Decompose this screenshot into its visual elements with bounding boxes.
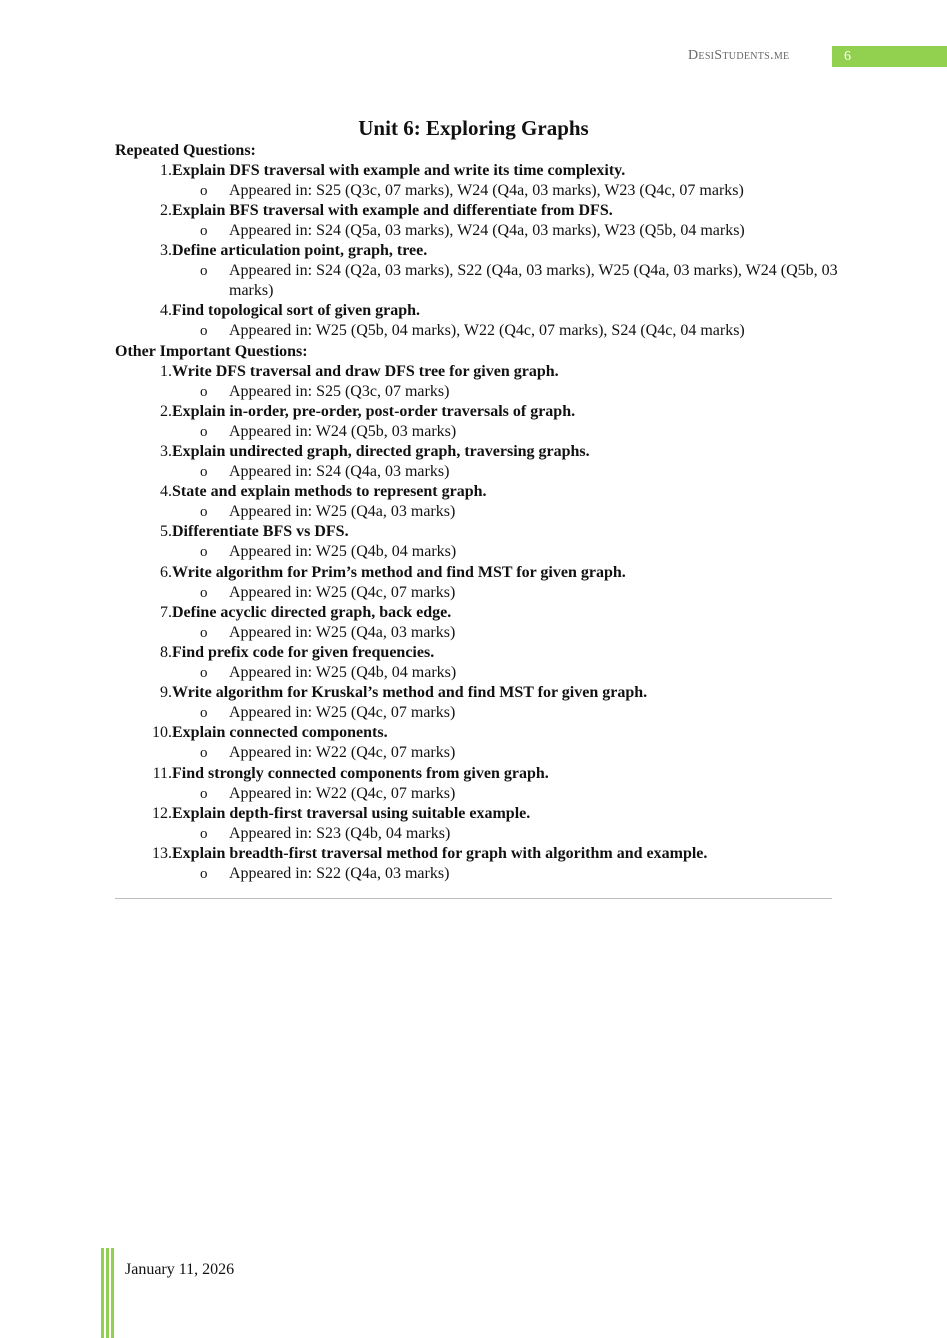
header-site-name: DesiStudents.me xyxy=(688,48,790,63)
repeated-question xyxy=(140,241,428,261)
question-text: Write DFS traversal and draw DFS tree for given graph. xyxy=(172,363,559,380)
appeared-text: Appeared in: W25 (Q5b, 04 marks), W22 (Q4c, 07 marks), S24 (Q4c, 04 marks) xyxy=(229,322,745,339)
other-heading: Other Important Questions: xyxy=(115,343,308,360)
appeared-text: Appeared in: W25 (Q4b, 04 marks) xyxy=(229,664,457,681)
bullet-marker: o xyxy=(200,826,208,842)
other-question xyxy=(140,482,487,502)
question-number: 7. xyxy=(160,604,172,621)
question-number: 6. xyxy=(160,564,172,581)
repeated-question xyxy=(140,161,626,181)
question-text: Explain connected components. xyxy=(172,724,388,741)
question-text: Find topological sort of given graph. xyxy=(172,302,421,319)
question-text: Explain DFS traversal with example and write its time complexity. xyxy=(172,162,626,179)
bullet-marker: o xyxy=(200,786,208,802)
repeated-heading: Repeated Questions: xyxy=(115,142,256,159)
bullet-marker: o xyxy=(200,585,208,601)
question-number: 13. xyxy=(152,845,172,862)
appeared-text: Appeared in: W25 (Q4c, 07 marks) xyxy=(229,584,456,601)
question-text: Write algorithm for Prim’s method and find MST for given graph. xyxy=(172,564,626,581)
appeared-text: Appeared in: S22 (Q4a, 03 marks) xyxy=(229,865,450,882)
other-question xyxy=(140,643,435,663)
repeated-question xyxy=(140,301,421,321)
question-text: Explain undirected graph, directed graph, traversing graphs. xyxy=(172,443,590,460)
other-question xyxy=(140,522,349,542)
bullet-marker: o xyxy=(200,183,208,199)
other-question xyxy=(140,844,708,864)
question-text: Find prefix code for given frequencies. xyxy=(172,644,435,661)
appeared-text: Appeared in: S24 (Q2a, 03 marks), S22 (Q4a, 03 marks), W25 (Q4a, 03 marks), W24 (Q5b, 03 marks) xyxy=(229,262,838,299)
question-number: 3. xyxy=(160,443,172,460)
question-number: 11. xyxy=(152,765,172,782)
appeared-text: Appeared in: W24 (Q5b, 03 marks) xyxy=(229,423,457,440)
question-text: Explain in-order, pre-order, post-order traversals of graph. xyxy=(172,403,576,420)
bullet-marker: o xyxy=(200,223,208,239)
appeared-text: Appeared in: W22 (Q4c, 07 marks) xyxy=(229,744,456,761)
question-number: 2. xyxy=(160,403,172,420)
question-number: 4. xyxy=(160,483,172,500)
bullet-marker: o xyxy=(200,323,208,339)
footer-bar xyxy=(111,1248,114,1338)
appeared-text: Appeared in: W25 (Q4a, 03 marks) xyxy=(229,503,456,520)
question-number: 4. xyxy=(160,302,172,319)
footer-date: January 11, 2026 xyxy=(125,1261,235,1278)
bullet-marker: o xyxy=(200,464,208,480)
other-question xyxy=(140,723,388,743)
question-number: 10. xyxy=(152,724,172,741)
bullet-marker: o xyxy=(200,384,208,400)
other-question xyxy=(140,563,626,583)
bullet-marker: o xyxy=(200,745,208,761)
footer-bar xyxy=(106,1248,109,1338)
repeated-question xyxy=(140,201,613,221)
question-text: Explain BFS traversal with example and differentiate from DFS. xyxy=(172,202,613,219)
question-number: 9. xyxy=(160,684,172,701)
header-page-number: 6 xyxy=(832,46,947,67)
bullet-marker: o xyxy=(200,705,208,721)
footer-bar xyxy=(101,1248,104,1338)
bullet-marker: o xyxy=(200,544,208,560)
question-text: Define acyclic directed graph, back edge. xyxy=(172,604,452,621)
question-text: Differentiate BFS vs DFS. xyxy=(172,523,349,540)
appeared-text: Appeared in: S24 (Q4a, 03 marks) xyxy=(229,463,450,480)
question-text: Find strongly connected components from given graph. xyxy=(172,765,549,782)
appeared-text: Appeared in: S25 (Q3c, 07 marks), W24 (Q4a, 03 marks), W23 (Q4c, 07 marks) xyxy=(229,182,744,199)
question-text: Explain depth-first traversal using suitable example. xyxy=(172,805,531,822)
other-question xyxy=(140,402,576,422)
question-text: Explain breadth-first traversal method for graph with algorithm and example. xyxy=(172,845,708,862)
bullet-marker: o xyxy=(200,625,208,641)
other-question xyxy=(140,764,549,784)
question-number: 1. xyxy=(160,363,172,380)
question-number: 1. xyxy=(160,162,172,179)
bullet-marker: o xyxy=(200,263,208,279)
question-number: 2. xyxy=(160,202,172,219)
other-question xyxy=(140,362,559,382)
bullet-marker: o xyxy=(200,665,208,681)
question-number: 5. xyxy=(160,523,172,540)
appeared-text: Appeared in: S25 (Q3c, 07 marks) xyxy=(229,383,450,400)
other-question xyxy=(140,683,648,703)
question-text: Write algorithm for Kruskal’s method and find MST for given graph. xyxy=(172,684,648,701)
other-question xyxy=(140,442,590,462)
bullet-marker: o xyxy=(200,504,208,520)
question-number: 12. xyxy=(152,805,172,822)
bullet-marker: o xyxy=(200,424,208,440)
question-text: Define articulation point, graph, tree. xyxy=(172,242,428,259)
other-question xyxy=(140,804,531,824)
page-title: Unit 6: Exploring Graphs xyxy=(358,116,589,140)
appeared-text: Appeared in: W25 (Q4b, 04 marks) xyxy=(229,543,457,560)
bullet-marker: o xyxy=(200,866,208,882)
question-number: 8. xyxy=(160,644,172,661)
question-number: 3. xyxy=(160,242,172,259)
question-text: State and explain methods to represent graph. xyxy=(172,483,487,500)
appeared-text: Appeared in: S23 (Q4b, 04 marks) xyxy=(229,825,451,842)
appeared-text: Appeared in: W22 (Q4c, 07 marks) xyxy=(229,785,456,802)
appeared-text: Appeared in: S24 (Q5a, 03 marks), W24 (Q4a, 03 marks), W23 (Q5b, 04 marks) xyxy=(229,222,745,239)
appeared-text: Appeared in: W25 (Q4c, 07 marks) xyxy=(229,704,456,721)
horizontal-rule xyxy=(115,898,832,899)
appeared-text: Appeared in: W25 (Q4a, 03 marks) xyxy=(229,624,456,641)
footer-accent-bars xyxy=(101,1248,115,1338)
other-question xyxy=(140,603,452,623)
